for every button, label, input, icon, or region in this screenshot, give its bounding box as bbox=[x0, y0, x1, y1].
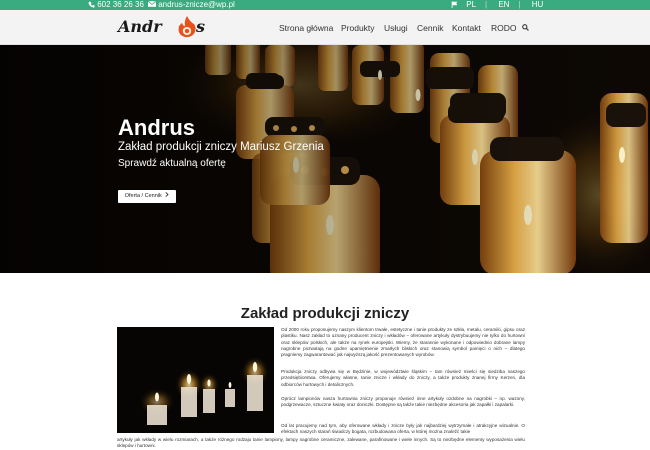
hero-subtitle: Zakład produkcji zniczy Mariusz Grzenia bbox=[118, 141, 324, 153]
offer-pricing-button[interactable] bbox=[118, 190, 176, 203]
search-icon[interactable] bbox=[522, 24, 529, 31]
nav-item-contact[interactable]: Kontakt bbox=[452, 23, 481, 33]
envelope-icon bbox=[148, 1, 156, 7]
phone-number: 602 36 26 36 bbox=[97, 0, 144, 9]
hero-banner bbox=[0, 45, 650, 273]
candles-photo-image bbox=[117, 327, 274, 433]
offer-pricing-button-label: Oferta / Cennik bbox=[124, 193, 162, 199]
lang-pl[interactable]: PL bbox=[466, 0, 477, 9]
lang-hu[interactable]: HU bbox=[531, 0, 544, 9]
lang-separator: | bbox=[518, 0, 521, 9]
main-navbar bbox=[0, 10, 650, 45]
logo-text-prefix: Andr bbox=[118, 17, 162, 36]
candles-photo bbox=[117, 327, 274, 433]
chevron-right-icon bbox=[165, 192, 169, 197]
paragraph-offer-continued: artykuły jak wkłady w wielu rozmiarach, a także różnego rodzaju tanie lampiony, lampy nagrobne ceramiczne, zalewane, parafinowane i wiele innych. Są to niezbędne elementy wyposażenia wielu sklepów i hurtowni. bbox=[117, 437, 525, 449]
nav-item-pricing[interactable]: Cennik bbox=[417, 23, 444, 33]
nav-item-rodo[interactable]: RODO bbox=[491, 23, 517, 33]
lang-separator: | bbox=[485, 0, 488, 9]
flag-icon bbox=[451, 1, 458, 8]
nav-item-products[interactable]: Produkty bbox=[341, 23, 375, 33]
paragraph-intro: Od 2000 roku proponujemy naszym klientom trwałe, estetyczne i tanie produkty ze szkła, metalu, ceramiki, gipsu oraz plastiku. Nasz zakład to uznany producent zniczy i wkładów – oferowane artykuły dystrybuujemy nie tylko do hurtowni oraz sklepów polskich, ale także na rynek europejski. Wiemy, że starannie wykonane i odpowiednio dobrane lampy nagrobne pozwalają na godne upamiętnienie zmarłych bliskich oraz stanowią symbol pamięci o nich – dlatego pragniemy zagwarantować jak najwyższą jakość prezentowanych wyrobów. bbox=[281, 327, 525, 358]
phone-contact[interactable] bbox=[88, 0, 144, 10]
andrus-logo[interactable] bbox=[118, 17, 206, 39]
paragraph-offer: Od lat pracujemy nad tym, aby oferowane wkłady i znicze były jak najbardziej wytrzymałe i atrakcyjne wizualnie. O efektach naszych starań świadczy bogata, rozbudowana oferta, w której można znaleźć takie bbox=[281, 423, 525, 435]
hero-tagline: Sprawdź aktualną ofertę bbox=[118, 158, 226, 169]
phone-icon bbox=[88, 1, 95, 8]
nav-item-services[interactable]: Usługi bbox=[384, 23, 408, 33]
flame-logo-icon bbox=[176, 15, 198, 39]
section-title: Zakład produkcji zniczy bbox=[240, 305, 410, 322]
email-address: andrus-znicze@wp.pl bbox=[158, 0, 235, 9]
email-contact[interactable] bbox=[148, 0, 235, 10]
paragraph-accessories: Oprócz lampionów nasza hurtownia zniczy proponuje również inne artykuły ozdobne na nagrobki – np. wazony, podgrzewacze, sztuczne kwiaty oraz doniczki. Dostępne są także takie niezbędne akcesoria jak zapałki i zapalarki. bbox=[281, 396, 525, 408]
nav-item-home[interactable]: Strona główna bbox=[279, 23, 334, 33]
logo-text-suffix: s bbox=[196, 17, 206, 36]
language-switcher bbox=[451, 0, 552, 10]
paragraph-production: Produkcja zniczy odbywa się w Będzinie, w województwie śląskim – tam również mieści się siedziba naszego przedsiębiorstwa. Oferujemy własne, tanie znicze i wkłady do zniczy, a także produkty znanej firmy Kerzen, dla odbiorców hurtowych i detalicznych. bbox=[281, 369, 525, 387]
lang-en[interactable]: EN bbox=[498, 0, 510, 9]
top-contact-bar bbox=[0, 0, 650, 10]
hero-title: Andrus bbox=[118, 115, 195, 140]
candles-hero-image bbox=[0, 45, 650, 273]
